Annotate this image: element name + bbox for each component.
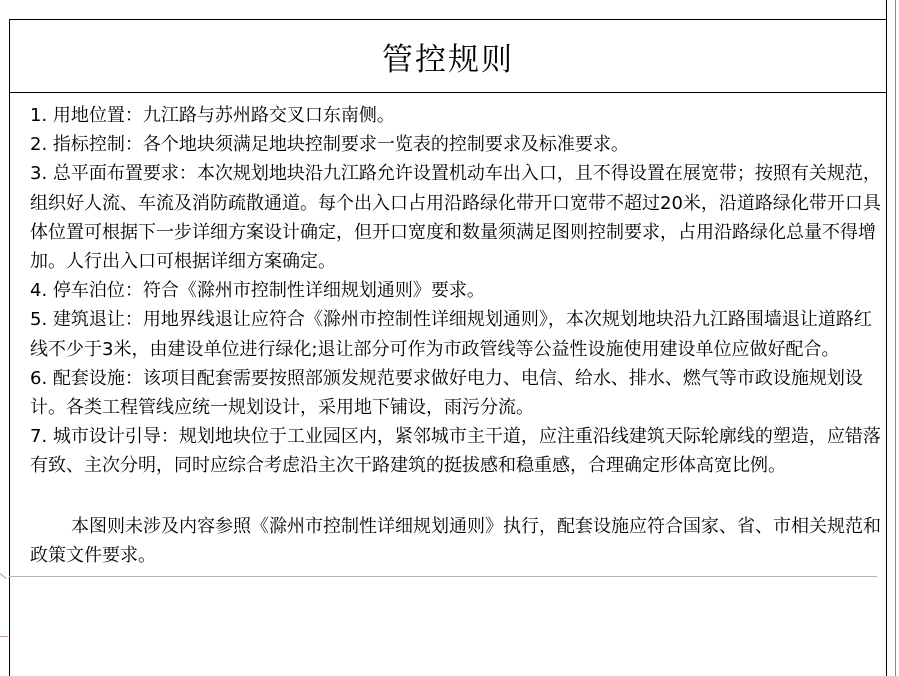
rule-item: 2. 指标控制：各个地块须满足地块控制要求一览表的控制要求及标准要求。 <box>30 134 629 156</box>
rule-item: 3. 总平面布置要求：本次规划地块沿九江路允许设置机动车出入口，且不得设置在展宽带；按照有关规范，组织好人流、车流及消防疏散通道。每个出入口占用沿路绿化带开口宽带不超过20米，沿道路绿化带开口具体位置可根据下一步详细方案设计确定，但开口宽度和数量须满足图则控制要求，占用沿路绿化总量不得增加。人行出入口可根据详细方案确定。 <box>30 163 881 273</box>
rule-item: 5. 建筑退让：用地界线退让应符合《滁州市控制性详细规划通则》，本次规划地块沿九江路围墙退让道路红线不少于3米，由建设单位进行绿化;退让部分可作为市政管线等公益性设施使用建设单位应做好配合。 <box>30 309 872 360</box>
rule-item: 1. 用地位置：九江路与苏州路交叉口东南侧。 <box>30 105 395 126</box>
title-row <box>9 20 887 92</box>
rules-content <box>30 101 883 570</box>
frame-left-line <box>9 19 10 676</box>
rule-item: 7. 城市设计引导：规划地块位于工业园区内，紧邻城市主干道，应注重沿线建筑天际轮廓线的塑造，应错落有致、主次分明，同时应综合考虑沿主次干路建筑的挺拔感和稳重感，合理确定形体高宽比例。 <box>30 426 881 477</box>
title-divider-line <box>9 92 887 93</box>
left-edge-mark-2 <box>0 636 8 637</box>
general-note: 本图则未涉及内容参照《滁州市控制性详细规划通则》执行，配套设施应符合国家、省、市相关规范和政策文件要求。 <box>30 515 881 566</box>
frame-right-line <box>886 0 887 676</box>
rule-item: 6. 配套设施：该项目配套需要按照部颁发规范要求做好电力、电信、给水、排水、燃气等市政设施规划设计。各类工程管线应统一规划设计，采用地下铺设，雨污分流。 <box>30 367 863 419</box>
rule-item: 4. 停车泊位：符合《滁州市控制性详细规划通则》要求。 <box>30 280 485 302</box>
outer-right-line <box>895 0 896 676</box>
left-edge-mark <box>0 573 6 579</box>
notes-divider-line <box>9 576 877 577</box>
page-title: 管控规则 <box>382 41 514 78</box>
